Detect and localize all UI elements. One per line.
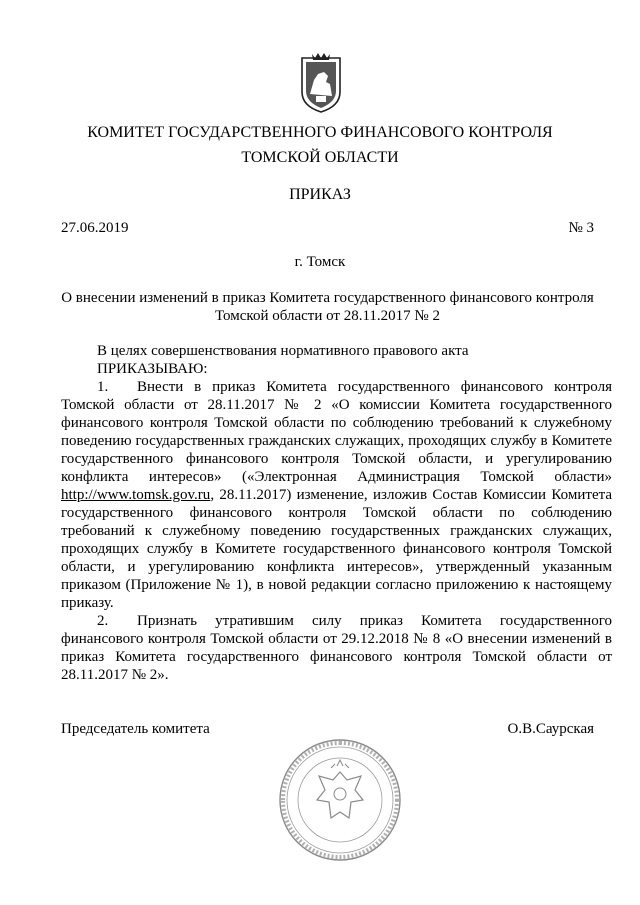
- organization-region: ТОМСКОЙ ОБЛАСТИ: [241, 149, 399, 166]
- document-number: № 3: [568, 220, 594, 236]
- item-text: , 28.11.2017) изменение, изложив Состав Комиссии Комитета государственного финансового контроля Томской области по соблюдению требований к служебному поведению государственных гражданских служащих, проходящих службу в Комитете государственного финансового контроля Томской области, и урегулированию конфликта интересов», утвержденный указанным приказом (Приложение № 1), в новой редакции согласно приложению к настоящему приказу.: [61, 487, 612, 611]
- order-item-2: [61, 612, 612, 684]
- tomsk-gov-link[interactable]: http://www.tomsk.gov.ru: [61, 487, 211, 503]
- document-type: ПРИКАЗ: [289, 186, 351, 203]
- item-text: Признать утратившим силу приказ Комитета государственного финансового контроля Томской области от 29.12.2018 № 8 «О внесении изменений в приказ Комитета государственного финансового контроля Томской области от 28.11.2017 № 2».: [61, 613, 612, 683]
- organization-name: КОМИТЕТ ГОСУДАРСТВЕННОГО ФИНАНСОВОГО КОНТРОЛЯ: [87, 124, 553, 141]
- coat-of-arms-icon: [298, 52, 344, 114]
- document-date: 27.06.2019: [61, 220, 129, 236]
- document-subject: О внесении изменений в приказ Комитета государственного финансового контроля Томской области от 28.11.2017 № 2: [61, 290, 594, 324]
- document-city: г. Томск: [294, 254, 346, 270]
- intro-paragraph: В целях совершенствования нормативного правового акта: [97, 343, 469, 359]
- item-number: 2.: [97, 613, 109, 629]
- official-seal-icon: [275, 736, 405, 864]
- order-word: ПРИКАЗЫВАЮ:: [97, 361, 208, 377]
- item-text: Внести в приказ Комитета государственного финансового контроля Томской области от 28.11.2017 № 2 «О комиссии Комитета государственного финансового контроля Томской области по соблюдению требований к служебному поведению государственных гражданских служащих, проходящих службу в Комитете государственного финансового контроля Томской области, и урегулированию конфликта интересов» («Электронная Администрация Томской области»: [61, 379, 612, 485]
- signatory-role: Председатель комитета: [61, 721, 210, 737]
- signatory-name: О.В.Саурская: [507, 721, 594, 737]
- document-body: [61, 342, 612, 684]
- order-item-1: [61, 378, 612, 612]
- item-number: 1.: [97, 379, 109, 395]
